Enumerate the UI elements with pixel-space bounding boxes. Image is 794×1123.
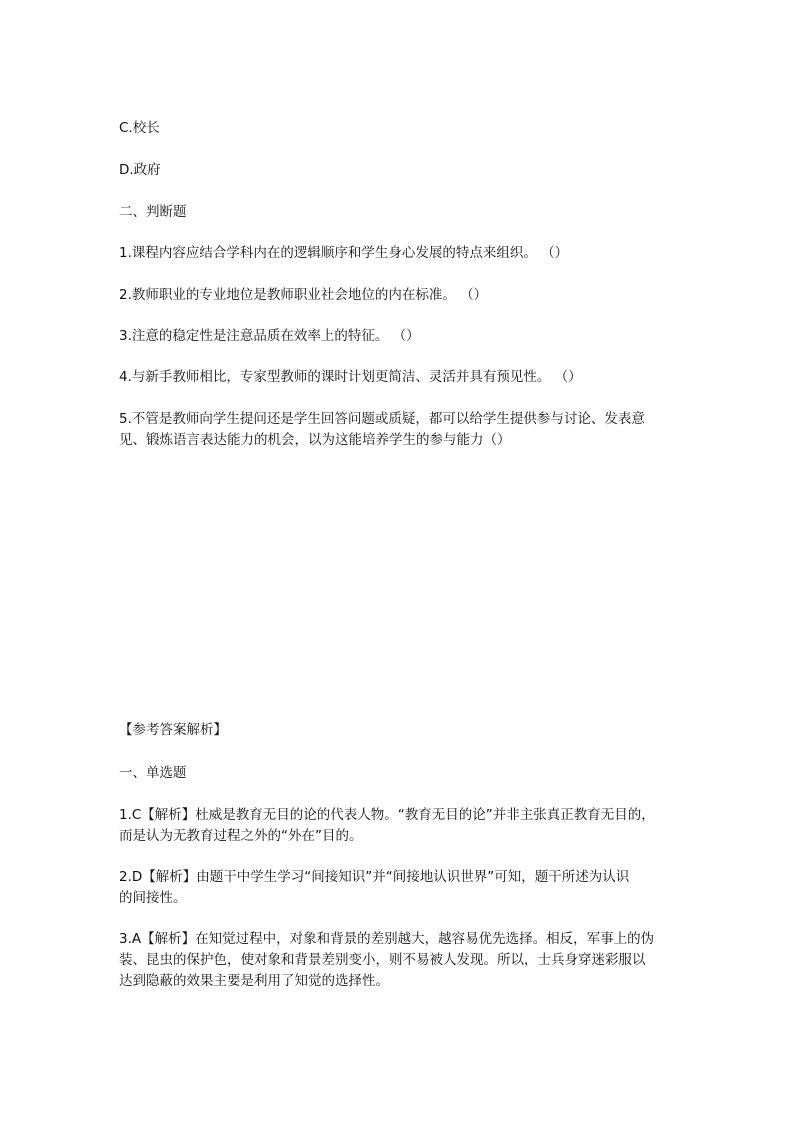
question-item: 5.不管是教师向学生提问还是学生回答问题或质疑，都可以给学生提供参与讨论、发表意 见、锻炼语言表达能力的机会，以为这能培养学生的参与能力（） bbox=[119, 411, 645, 448]
section-title-single-choice: 一、单选题 bbox=[119, 765, 187, 781]
question-item: 3.注意的稳定性是注意品质在效率上的特征。 （） bbox=[119, 328, 420, 344]
answer-item: 2.D【解析】由题干中学生学习“间接知识”并“间接地认识世界”可知，题干所述为认识 的间接性。 bbox=[119, 869, 630, 906]
answers-title: 【参考答案解析】 bbox=[119, 722, 227, 738]
question-item: 4.与新手教师相比，专家型教师的课时计划更简洁、灵活并具有预见性。 （） bbox=[119, 369, 582, 385]
answer-item: 1.C【解析】杜威是教育无目的论的代表人物。“教育无目的论”并非主张真正教育无目的， 而是认为无教育过程之外的“外在”目的。 bbox=[119, 807, 655, 844]
question-item: 2.教师职业的专业地位是教师职业社会地位的内在标准。 （） bbox=[119, 287, 488, 303]
option-d: D.政府 bbox=[119, 162, 161, 178]
option-c: C.校长 bbox=[119, 120, 160, 136]
question-item: 1.课程内容应结合学科内在的逻辑顺序和学生身心发展的特点来组织。 （） bbox=[119, 245, 569, 261]
section-title-true-false: 二、判断题 bbox=[119, 204, 187, 220]
answer-item: 3.A【解析】在知觉过程中，对象和背景的差别越大，越容易优先选择。相反，军事上的伪 装、昆虫的保护色，使对象和背景差别变小，则不易被人发现。所以，士兵身穿迷彩服以 达到隐蔽的效果主要是利用了知觉的选择性。 bbox=[119, 931, 655, 989]
